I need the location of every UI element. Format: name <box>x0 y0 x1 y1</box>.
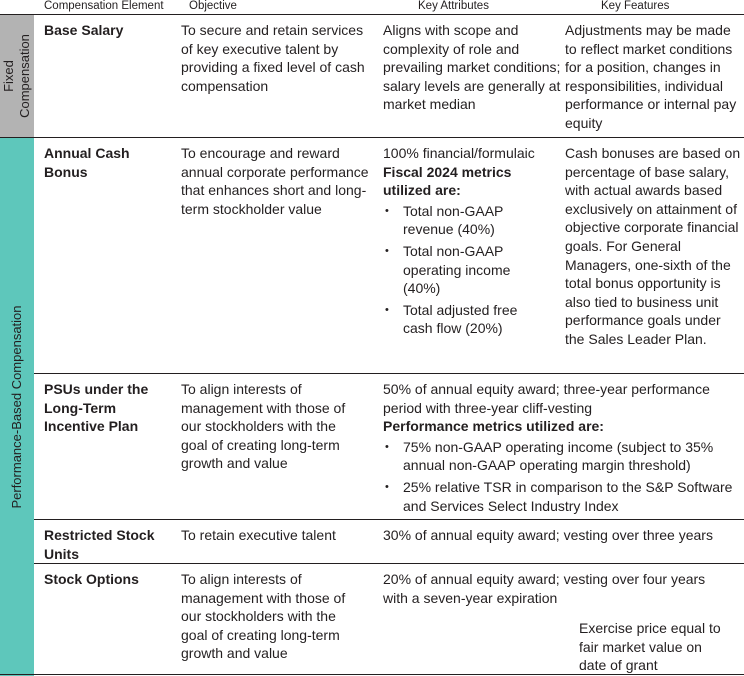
bullet-item: • 25% relative TSR in comparison to the S&P Software and Services Select Industry Index <box>383 478 738 515</box>
table-row-annual-cash-bonus <box>34 138 744 373</box>
key-attributes: 30% of annual equity award; vesting over three years <box>383 527 713 543</box>
performance-compensation-band <box>0 138 34 676</box>
bullet-item: • Total adjusted free cash flow (20%) <box>383 301 523 338</box>
key-attributes <box>383 144 563 341</box>
attributes-intro: 100% financial/formulaic <box>383 145 535 161</box>
table-row-stock-options <box>34 564 744 674</box>
element-name: Annual Cash Bonus <box>44 145 130 180</box>
objective: To retain executive talent <box>181 527 336 543</box>
header-key-features: Key Features <box>601 0 670 12</box>
objective: To encourage and reward annual corporate performance that enhances short and long-term stockholder value <box>181 145 369 217</box>
table-row-psus <box>34 374 744 519</box>
performance-compensation-label: Performance-Based Compensation <box>9 305 24 509</box>
key-features: Cash bonuses are based on percentage of base salary, with actual awards based exclusively on attainment of objective corporate financial goals. For General Managers, one-sixth of the total bonus opportunity is also tied to business unit performance goals under the Sales Leader Plan. <box>565 145 741 347</box>
element-name: Stock Options <box>44 571 139 587</box>
fixed-compensation-label: Fixed Compensation <box>1 34 32 118</box>
element-name: PSUs under the Long-Term Incentive Plan <box>44 381 149 435</box>
key-attributes: 20% of annual equity award; vesting over four years with a seven-year expiration <box>383 571 706 606</box>
bullet-item: • Total non-GAAP operating income (40%) <box>383 242 523 298</box>
attributes-intro: 50% of annual equity award; three-year performance period with three-year cliff-vesting <box>383 381 710 416</box>
bullet-item: • Total non-GAAP revenue (40%) <box>383 202 523 239</box>
objective: To secure and retain services of key executive talent by providing a fixed level of cash compensation <box>181 22 365 94</box>
table-row-rsus <box>34 520 744 563</box>
attributes-heading: Fiscal 2024 metrics utilized are: <box>383 163 512 199</box>
header-objective: Objective <box>189 0 237 12</box>
key-features: Adjustments may be made to reflect market conditions for a position, changes in responsibilities, individual performance or internal pay equity <box>565 22 737 131</box>
bullet-item: • 75% non-GAAP operating income (subject to 35% annual non-GAAP operating margin threshold) <box>383 438 738 475</box>
element-name: Restricted Stock Units <box>44 527 155 562</box>
header-key-attributes: Key Attributes <box>418 0 489 12</box>
objective: To align interests of management with those of our stockholders with the goal of creating long-term growth and value <box>181 571 346 662</box>
table-row-base-salary <box>34 15 744 137</box>
element-name: Base Salary <box>44 22 124 38</box>
objective: To align interests of management with those of our stockholders with the goal of creating long-term growth and value <box>181 381 346 472</box>
header-compensation-element: Compensation Element <box>44 0 164 12</box>
fixed-compensation-band <box>0 15 34 137</box>
key-features: Exercise price equal to fair market value on date of grant <box>579 620 721 674</box>
key-attributes <box>383 380 743 518</box>
key-attributes: Aligns with scope and complexity of role and prevailing market conditions; salary levels are generally at market median <box>383 22 561 113</box>
attributes-heading: Performance metrics utilized are: <box>383 418 604 435</box>
